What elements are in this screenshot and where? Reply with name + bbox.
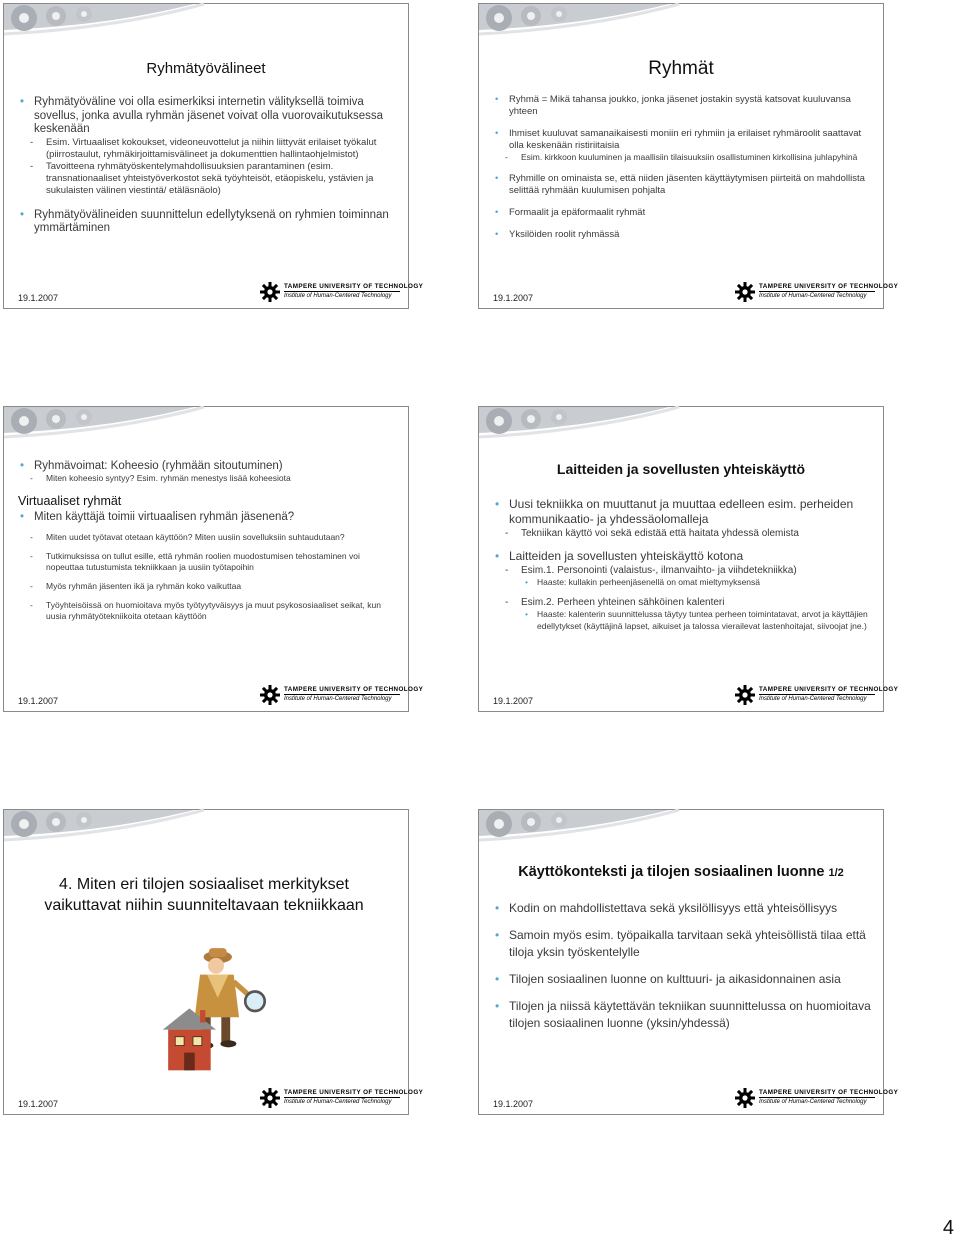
slide-title: Laitteiden ja sovellusten yhteiskäyttö bbox=[556, 461, 806, 477]
sub-bullet: - Tekniikan käyttö voi sekä edistää että haitata yhdessä olemista bbox=[505, 528, 799, 539]
bullet: • Miten käyttäjä toimii virtuaalisen ryhmän jäsenenä? bbox=[18, 510, 398, 524]
sub-bullet: - Esim.2. Perheen yhteinen sähköinen kalenteri bbox=[505, 597, 725, 608]
slide-date: 19.1.2007 bbox=[18, 293, 59, 303]
slide-header-gear-graphic bbox=[479, 407, 883, 451]
slide-title-suffix: 1/2 bbox=[828, 867, 844, 879]
gear-icon bbox=[260, 282, 280, 302]
page-number: 4 bbox=[942, 1217, 954, 1239]
bullet: • Tilojen sosiaalinen luonne on kulttuuri- ja aikasidonnainen asia bbox=[493, 971, 873, 988]
gear-icon bbox=[735, 685, 755, 705]
logo-divider bbox=[759, 1097, 875, 1098]
bullet: • Uusi tekniikka on muuttanut ja muuttaa edelleen esim. perheiden kommunikaatio- ja yhdessäolomalleja bbox=[493, 497, 873, 527]
slide-title: Ryhmätyövälineet bbox=[146, 60, 266, 77]
sub-sub-bullet: • Haaste: kullakin perheenjäsenellä on omat mieltymyksensä bbox=[493, 577, 873, 588]
tut-logo bbox=[260, 685, 424, 707]
slide-body bbox=[493, 497, 873, 632]
logo-line-1: TAMPERE UNIVERSITY OF TECHNOLOGY bbox=[759, 1089, 899, 1096]
slide-footer bbox=[4, 282, 424, 308]
logo-divider bbox=[759, 291, 875, 292]
bullet: • Formaalit ja epäformaalit ryhmät bbox=[493, 207, 873, 219]
slide-date: 19.1.2007 bbox=[493, 1099, 534, 1109]
section-heading: Virtuaaliset ryhmät bbox=[18, 494, 122, 508]
logo-line-1: TAMPERE UNIVERSITY OF TECHNOLOGY bbox=[284, 1089, 424, 1096]
bullet: • Samoin myös esim. työpaikalla tarvitaan sekä yhteisöllistä tilaa että tiloja yksin työskentelylle bbox=[493, 927, 873, 961]
slide-footer bbox=[479, 282, 899, 308]
bullet: • Tilojen ja niissä käytettävän tekniikan suunnittelussa on huomioitava tilojen sosiaalinen luonne (yksin/yhdessä) bbox=[493, 998, 873, 1032]
bullet: • Ryhmätyöväline voi olla esimerkiksi internetin välityksellä toimiva sovellus, jonka avulla ryhmän jäsenet voivat olla vuorovaikutuksessa keskenään bbox=[18, 96, 398, 137]
dash-marker: - bbox=[30, 136, 34, 148]
sub-bullet: - Työyhteisöissä on huomioitava myös työtyytyväisyys ja muut psykososiaaliset seikat, kun uusia ryhmätyötekniikoita otetaan käyttöön bbox=[30, 600, 381, 621]
slide-header-gear-graphic bbox=[4, 407, 408, 451]
sub-bullet: - Myös ryhmän jäsenten ikä ja ryhmän koko vaikuttaa bbox=[30, 581, 242, 591]
bullet: • Ryhmä = Mikä tahansa joukko, jonka jäsenet jostakin syystä katsovat kuuluvansa yhteen bbox=[493, 94, 873, 118]
sub-bullet: - Miten koheesio syntyy? Esim. ryhmän menestys lisää koheesiota bbox=[30, 473, 291, 483]
slide-footer bbox=[4, 1088, 424, 1114]
slide-ryhmatyovalineet bbox=[3, 3, 424, 309]
logo-line-1: TAMPERE UNIVERSITY OF TECHNOLOGY bbox=[284, 283, 424, 290]
slide-laitteiden-yhteiskaytto bbox=[478, 406, 899, 712]
logo-line-2: Institute of Human-Centered Technology bbox=[759, 293, 867, 299]
bullet: • Laitteiden ja sovellusten yhteiskäyttö kotona bbox=[493, 549, 873, 564]
dash-marker: - bbox=[30, 600, 33, 610]
tut-logo bbox=[735, 1088, 899, 1110]
logo-divider bbox=[284, 291, 400, 292]
dash-marker: - bbox=[30, 581, 33, 591]
detective-magnifier-house-illustration bbox=[154, 944, 278, 1078]
tut-logo bbox=[260, 1088, 424, 1110]
logo-line-1: TAMPERE UNIVERSITY OF TECHNOLOGY bbox=[759, 686, 899, 693]
dash-marker: - bbox=[505, 597, 509, 608]
logo-line-2: Institute of Human-Centered Technology bbox=[759, 696, 867, 702]
slide-title: Ryhmät bbox=[648, 58, 714, 79]
logo-line-2: Institute of Human-Centered Technology bbox=[284, 293, 392, 299]
bullet: • Kodin on mahdollistettava sekä yksilöllisyys että yhteisöllisyys bbox=[493, 900, 873, 917]
slide-section-4-title bbox=[3, 809, 424, 1115]
sub-bullet: - Esim. Virtuaaliset kokoukset, videoneuvottelut ja niihin liittyvät erilaiset työkalut (piirrostaulut, ryhmäkirjoittamisvälineet ja dokumenttien hallintaohjelmistot) bbox=[30, 136, 377, 160]
dash-marker: - bbox=[505, 528, 509, 539]
slide-header-gear-graphic bbox=[479, 4, 883, 48]
gear-icon bbox=[260, 685, 280, 705]
logo-divider bbox=[284, 1097, 400, 1098]
sub-bullet: - Miten uudet työtavat otetaan käyttöön? Miten uusiin sovelluksiin suhtaudutaan? bbox=[30, 532, 345, 542]
gear-icon bbox=[735, 1088, 755, 1108]
sub-bullet: - Tavoitteena ryhmätyöskentelymahdollisuuksien parantaminen (esim. transnationaaliset yhteistyöverkostot sekä työyhteisöt, etäopiskelu, ystävien ja sukulaisten välinen viestintä/ etäläsnäolo) bbox=[30, 160, 374, 196]
slide-header-gear-graphic bbox=[4, 810, 408, 854]
logo-divider bbox=[759, 694, 875, 695]
tut-logo bbox=[735, 282, 899, 304]
gear-icon bbox=[735, 282, 755, 302]
slide-body bbox=[493, 94, 873, 241]
dash-marker: - bbox=[505, 152, 508, 162]
slide-body bbox=[18, 96, 398, 236]
sub-bullet: - Esim. kirkkoon kuuluminen ja maallisiin tilaisuuksiin osallistuminen kirkollisina juhlapyhinä bbox=[505, 152, 858, 162]
slide-ryhmat bbox=[478, 3, 899, 309]
bullet: • Ihmiset kuuluvat samanaikaisesti moniin eri ryhmiin ja erilaiset ryhmäroolit saattavat olla keskenään ristiriitaisia bbox=[493, 128, 873, 152]
slide-kayttokonteksti bbox=[478, 809, 899, 1115]
sub-bullet: - Esim.1. Personointi (valaistus-, ilmanvaihto- ja viihdetekniikka) bbox=[505, 565, 797, 576]
dash-marker: - bbox=[30, 160, 34, 172]
slide-footer bbox=[4, 685, 424, 711]
slide-ryhmavoimat bbox=[3, 406, 424, 712]
bullet: • Ryhmävoimat: Koheesio (ryhmään sitoutuminen) bbox=[18, 459, 398, 473]
logo-line-1: TAMPERE UNIVERSITY OF TECHNOLOGY bbox=[284, 686, 424, 693]
dash-marker: - bbox=[30, 551, 33, 561]
dash-marker: - bbox=[30, 473, 33, 483]
slide-footer bbox=[479, 1088, 899, 1114]
logo-divider bbox=[284, 694, 400, 695]
slide-footer bbox=[479, 685, 899, 711]
slide-date: 19.1.2007 bbox=[18, 1099, 59, 1109]
gear-icon bbox=[260, 1088, 280, 1108]
tut-logo bbox=[735, 685, 899, 707]
slide-header-gear-graphic bbox=[479, 810, 883, 854]
slide-body bbox=[18, 459, 398, 622]
bullet: • Ryhmätyövälineiden suunnittelun edellytyksenä on ryhmien toiminnan ymmärtäminen bbox=[18, 209, 398, 236]
tut-logo bbox=[260, 282, 424, 304]
bullet: • Yksilöiden roolit ryhmässä bbox=[493, 229, 873, 241]
slide-title: 4. Miten eri tilojen sosiaaliset merkitykset vaikuttavat niihin suunniteltavaan tekniikkaan bbox=[44, 876, 364, 914]
slide-body bbox=[493, 900, 873, 1032]
sub-bullet: - Tutkimuksissa on tullut esille, että ryhmän roolien muodostumisen tehostaminen voi nopeuttaa tutustumista tekniikkaan ja uusiin työtapoihin bbox=[30, 551, 360, 572]
dash-marker: - bbox=[505, 565, 509, 576]
slide-date: 19.1.2007 bbox=[493, 293, 534, 303]
logo-line-1: TAMPERE UNIVERSITY OF TECHNOLOGY bbox=[759, 283, 899, 290]
sub-sub-bullet: • Haaste: kalenterin suunnittelussa täytyy tuntea perheen toimintatavat, arvot ja käyttäjien edellytykset (käyttäjinä lapset, aikuiset ja talossa vierailevat lastenhoitajat, siivoojat jne.) bbox=[493, 609, 873, 632]
logo-line-2: Institute of Human-Centered Technology bbox=[759, 1099, 867, 1105]
logo-line-2: Institute of Human-Centered Technology bbox=[284, 696, 392, 702]
slide-header-gear-graphic bbox=[4, 4, 408, 48]
logo-line-2: Institute of Human-Centered Technology bbox=[284, 1099, 392, 1105]
bullet: • Ryhmille on ominaista se, että niiden jäsenten käyttäytymisen piirteitä on mahdollista selittää ryhmään kuulumisen pohjalta bbox=[493, 173, 873, 197]
slide-date: 19.1.2007 bbox=[493, 696, 534, 706]
slide-title: Käyttökonteksti ja tilojen sosiaalinen luonne 1/2 bbox=[518, 864, 844, 880]
dash-marker: - bbox=[30, 532, 33, 542]
slide-date: 19.1.2007 bbox=[18, 696, 59, 706]
